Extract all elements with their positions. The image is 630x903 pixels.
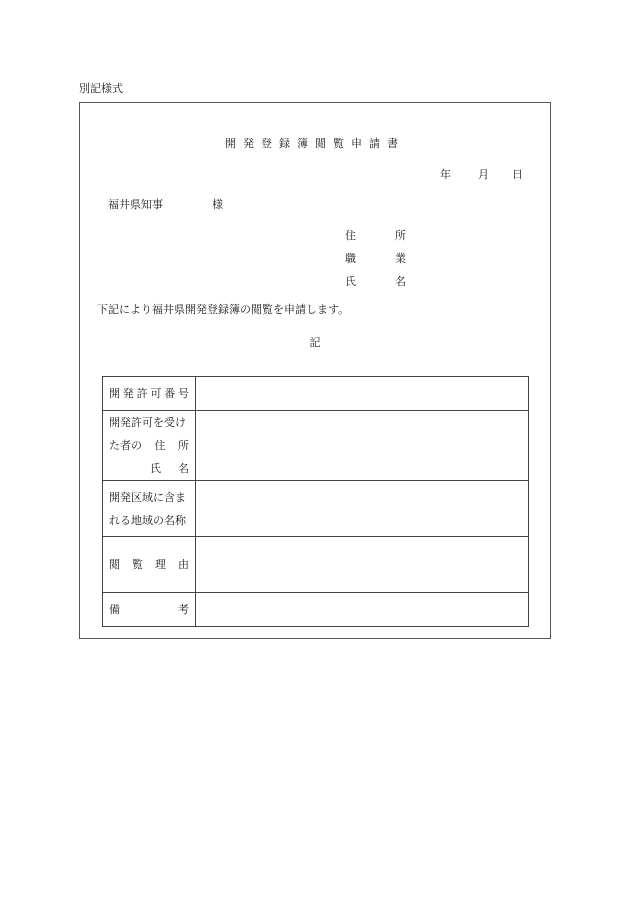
development-area-label: 開発区域に含ま れる地域の名称 — [103, 481, 196, 537]
permit-number-label: 開 発 許 可 番 号 — [103, 377, 196, 411]
remarks-label: 備 考 — [103, 593, 196, 627]
addressee: 福井県知事 — [108, 198, 163, 211]
applicant-occupation-label: 職 業 — [345, 252, 406, 265]
permit-holder-label: 開発許可を受け た者の 住 所 氏 名 — [103, 411, 196, 481]
application-detail-table — [102, 376, 529, 627]
applicant-name-label: 氏 名 — [345, 275, 406, 288]
request-statement: 下記により福井県開発登録簿の閲覧を申請します。 — [97, 303, 350, 316]
form-title: 開発登録簿閲覧申請書 — [225, 137, 405, 150]
table-row — [103, 537, 529, 593]
development-area-field[interactable] — [196, 481, 529, 537]
form-style-label: 別記様式 — [79, 82, 123, 95]
table-row — [103, 593, 529, 627]
ki-heading: 記 — [309, 336, 321, 349]
date-year-label: 年 — [440, 168, 451, 181]
table-row — [103, 481, 529, 537]
permit-number-field[interactable] — [196, 377, 529, 411]
date-month-label: 月 — [478, 168, 489, 181]
inspection-reason-field[interactable] — [196, 537, 529, 593]
applicant-address-label: 住 所 — [345, 229, 406, 242]
date-day-label: 日 — [512, 168, 523, 181]
permit-holder-field[interactable] — [196, 411, 529, 481]
remarks-field[interactable] — [196, 593, 529, 627]
table-row — [103, 411, 529, 481]
honorific: 様 — [212, 198, 223, 211]
inspection-reason-label: 閲 覧 理 由 — [103, 537, 196, 593]
table-row — [103, 377, 529, 411]
